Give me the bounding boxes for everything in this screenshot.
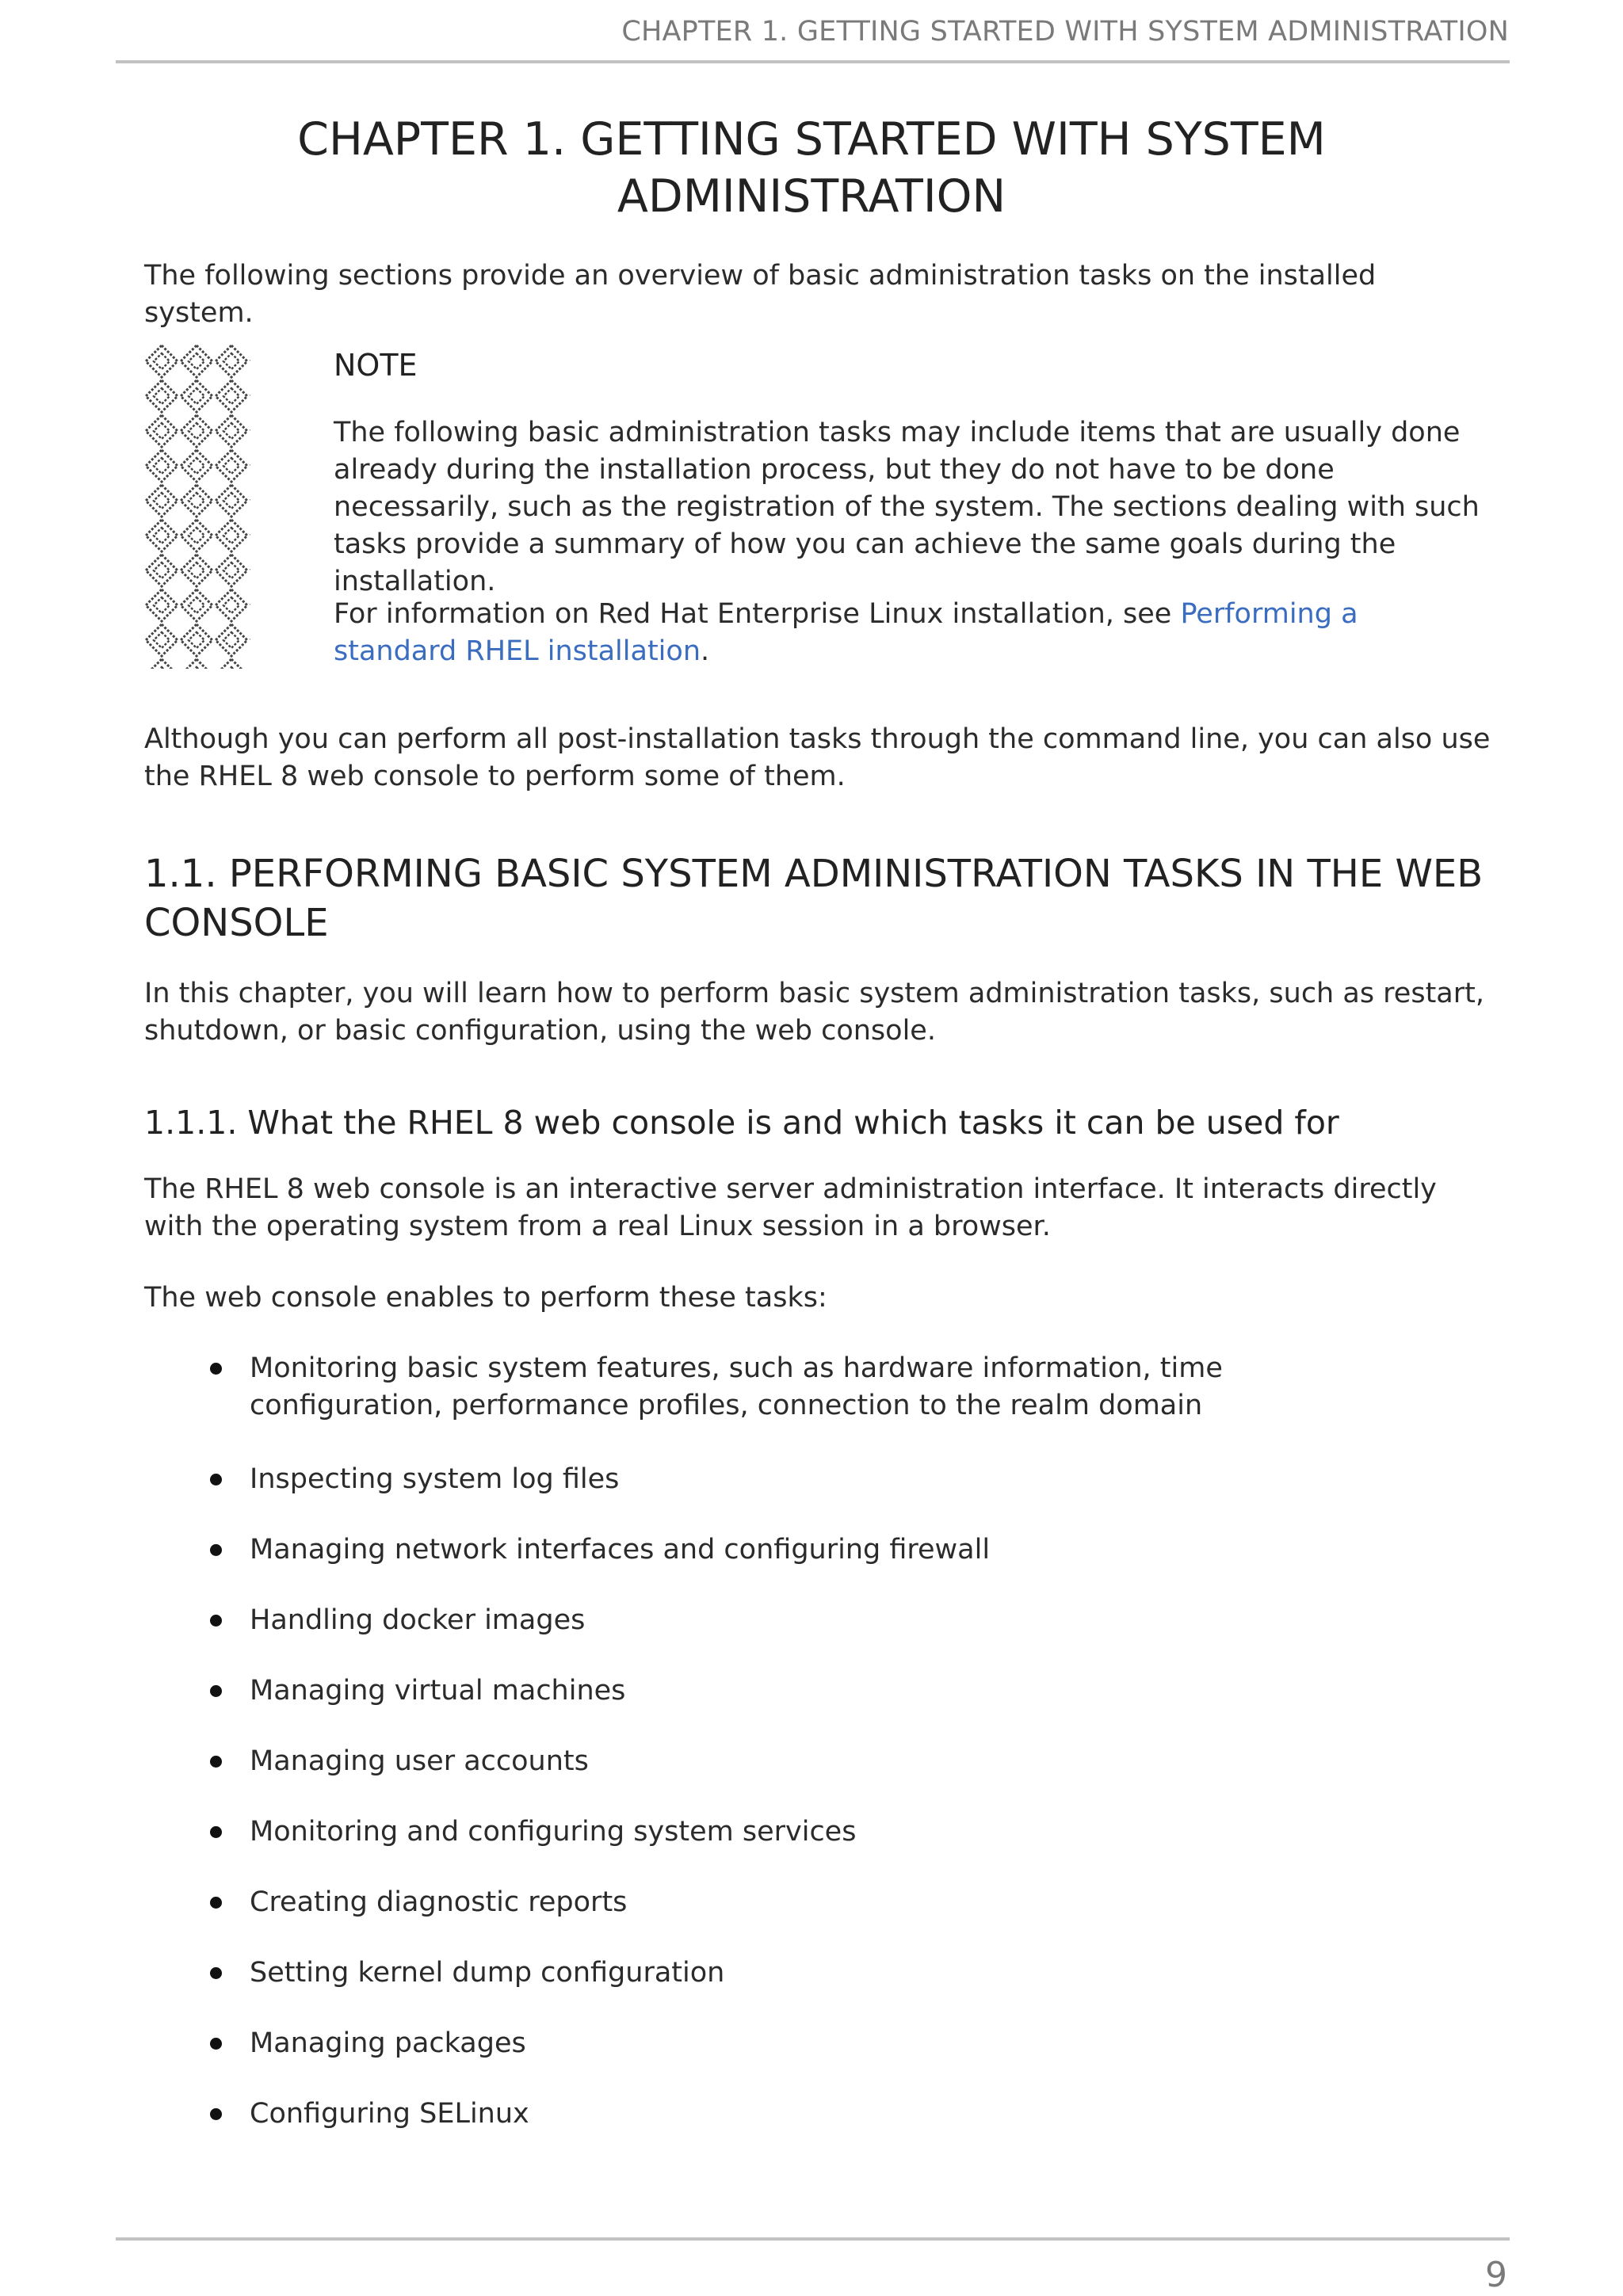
note-paragraph-2-suffix: . [701,635,710,667]
list-item: Monitoring basic system features, such as hardware information, time configuration, performance profiles, connection to the realm domain [250,1350,1391,1425]
bullet-icon [210,1826,222,1838]
section-1-1-body: In this chapter, you will learn how to perform basic system administration tasks, such as restart, shutdown, or basic configuration, using the web console. [144,978,1484,1047]
section-1-1-heading: 1.1. PERFORMING BASIC SYSTEM ADMINISTRATION TASKS IN THE WEB CONSOLE [144,852,1484,945]
chapter-title [116,111,1507,225]
chapter-title-line2: ADMINISTRATION [617,170,1006,223]
rhel-installation-link[interactable]: Performing a standard RHEL installation [334,598,1358,667]
tasks-intro: The web console enables to perform these tasks: [144,1282,827,1314]
note-pattern-icon [144,344,250,669]
list-item: Monitoring and configuring system services [250,1814,1391,1851]
list-item: Managing network interfaces and configuring firewall [250,1531,1391,1569]
chapter-intro: The following sections provide an overview of basic administration tasks on the installed system. [144,260,1377,329]
footer-rule [116,2237,1510,2241]
bullet-icon [210,1615,222,1627]
note-paragraph-2 [334,596,1483,670]
bullet-icon [210,2038,222,2050]
list-item: Managing packages [250,2025,1391,2062]
section-1-1-1-body: The RHEL 8 web console is an interactive server administration interface. It interacts directly with the operating system from a real Linux session in a browser. [144,1173,1437,1242]
list-item: Creating diagnostic reports [250,1884,1391,1921]
chapter-title-line1: CHAPTER 1. GETTING STARTED WITH SYSTEM [297,113,1326,166]
note-paragraph-2-prefix: For information on Red Hat Enterprise Linux installation, see [334,598,1181,630]
list-item: Inspecting system log files [250,1461,1391,1498]
bullet-icon [210,1967,222,1979]
list-item: Configuring SELinux [250,2096,1391,2133]
bullet-icon [210,1756,222,1768]
post-note-paragraph: Although you can perform all post-installation tasks through the command line, you can also use the RHEL 8 web console to perform some of them. [144,723,1491,792]
bullet-icon [210,2108,222,2120]
list-item: Setting kernel dump configuration [250,1955,1391,1992]
bullet-icon [210,1897,222,1909]
bullet-icon [210,1544,222,1556]
note-title: NOTE [334,348,418,383]
bullet-icon [210,1474,222,1486]
header-rule [116,60,1510,63]
list-item: Managing virtual machines [250,1672,1391,1710]
bullet-icon [210,1363,222,1375]
section-1-1-1-heading: 1.1.1. What the RHEL 8 web console is and which tasks it can be used for [144,1104,1339,1142]
list-item: Handling docker images [250,1602,1391,1639]
bullet-icon [210,1685,222,1697]
page-number: 9 [1485,2255,1507,2295]
note-paragraph-1: The following basic administration tasks may include items that are usually done already during the installation process, but they do not have to be done necessarily, such as the registration of the system. The sections dealing with such tasks provide a summary of how you can achieve the same goals during the installation. [334,417,1480,597]
list-item: Managing user accounts [250,1743,1391,1780]
running-header: CHAPTER 1. GETTING STARTED WITH SYSTEM ADMINISTRATION [621,16,1509,48]
